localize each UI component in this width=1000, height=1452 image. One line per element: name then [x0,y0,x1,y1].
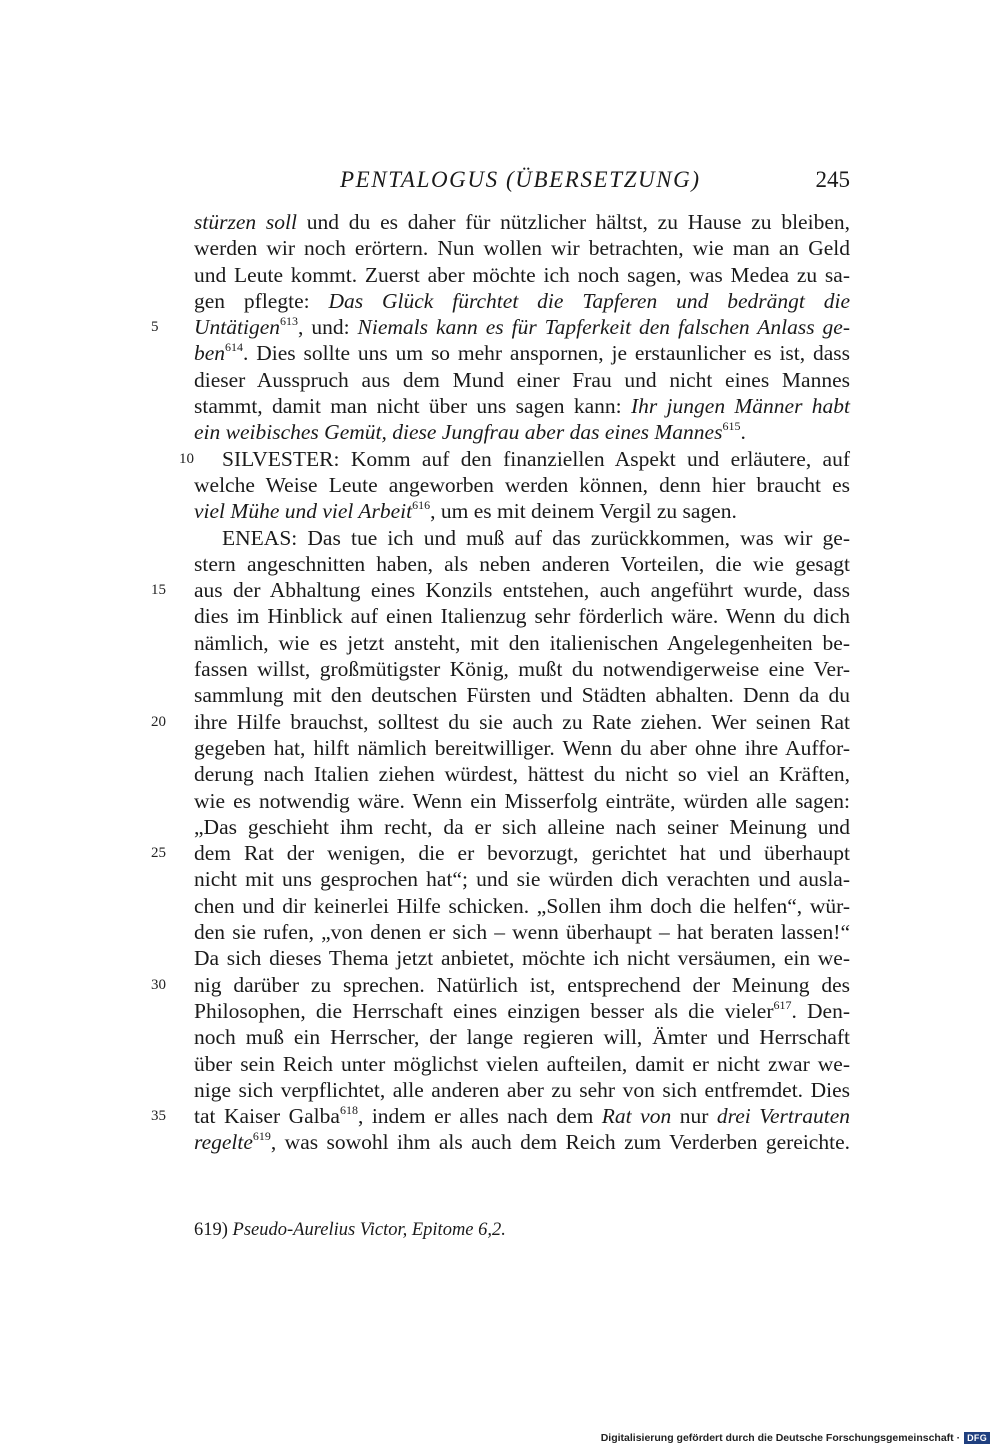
text-line [194,945,850,971]
text-line [194,630,850,656]
footnote-ref: 616 [412,498,431,513]
text-segment: aus der Abhaltung eines Konzils entstehen, auch angeführt wurde, dass [194,578,850,603]
text-segment: chen und dir keinerlei Hilfe schicken. „Sollen ihm doch die helfen“, wür- [194,893,850,918]
text-segment: gen pflegte: [194,288,329,313]
line-number: 15 [151,582,166,599]
text-segment: noch muß ein Herrscher, der lange regieren will, Ämter und Herrschaft [194,1025,850,1050]
line-number: 5 [151,319,159,336]
text-line [194,1024,850,1050]
text-segment: . Den- [791,998,850,1023]
page-number: 245 [815,167,850,192]
italic-text: viel Mühe und viel Arbeit [194,499,413,524]
text-line [194,735,850,761]
text-segment: über sein Reich unter möglichst vielen aufteilen, damit er nicht zwar we- [194,1051,850,1076]
line-number: 35 [151,1108,166,1125]
line-number: 10 [179,450,194,467]
text-line [194,866,850,892]
footnote-ref: 617 [773,997,792,1012]
italic-text: Untätigen [194,315,280,340]
text-segment: welche Weise Leute angeworben werden können, denn hier braucht es [194,472,850,497]
text-segment: derung nach Italien ziehen würdest, hättest du nicht so viel an Kräften, [194,762,850,787]
line-number: 30 [151,976,166,993]
text-segment: fassen willst, großmütigster König, mußt du notwendigerweise eine Ver- [194,657,850,682]
text-segment: sammlung mit den deutschen Fürsten und Städten abhalten. Denn da du [194,683,850,708]
text-line [194,551,850,577]
text-segment: , um es mit deinem Vergil zu sagen. [430,499,737,524]
text-line [151,840,850,866]
line-number: 25 [151,845,166,862]
text-line [194,340,850,366]
text-line [151,314,850,340]
text-line [151,1103,850,1129]
text-line [194,235,850,261]
italic-text: stürzen soll [194,210,297,234]
text-segment: werden wir noch erörtern. Nun wollen wir betrachten, wie man an Geld [194,236,850,261]
text-segment: ihre Hilfe brauchst, solltest du sie auch zu Rate ziehen. Wer seinen Rat [194,709,850,734]
text-line [194,1051,850,1077]
italic-text: regelte [194,1130,253,1155]
text-line [194,262,850,288]
text-segment: nämlich, wie es jetzt ansteht, mit den italienischen Angelegenheiten be- [194,630,850,655]
line-number: 20 [151,713,166,730]
body-text [151,209,851,1156]
text-line [179,446,850,472]
text-line [194,393,850,419]
text-segment: „Das geschieht ihm recht, da er sich alleine nach seiner Meinung und [194,814,850,839]
text-segment: und du es daher für nützlicher hältst, zu Hause zu bleiben, [296,210,850,234]
footnote-ref: 615 [722,419,741,434]
italic-text: ben [194,341,226,366]
text-segment: stammt, damit man nicht über uns sagen kann: [194,394,631,419]
text-segment: nig darüber zu sprechen. Natürlich ist, entsprechend der Meinung des [194,972,850,997]
text-segment: SILVESTER: Komm auf den finanziellen Aspekt und erläutere, auf [222,446,850,471]
text-line [151,972,850,998]
text-segment: Da sich dieses Thema jetzt anbietet, möchte ich nicht versäumen, ein we- [194,946,850,971]
text-line [194,498,850,524]
text-line [151,577,850,603]
footnote-ref: 614 [225,340,244,355]
text-line [194,288,850,314]
text-line [194,472,850,498]
text-segment: tat Kaiser Galba [194,1104,340,1129]
text-line [194,209,850,235]
text-segment: ENEAS: Das tue ich und muß auf das zurückkommen, was wir ge- [222,525,850,550]
text-segment: nicht mit uns gesprochen hat“; und sie würden dich verachten und ausla- [194,867,850,892]
footnote-number: 619) [194,1220,233,1240]
funding-text: Digitalisierung gefördert durch die Deutsche Forschungsgemeinschaft · [600,1432,961,1444]
footnote [194,1218,506,1242]
text-line [194,919,850,945]
text-segment: dem Rat der wenigen, die er bevorzugt, gerichtet hat und überhaupt [194,841,850,866]
text-segment: gegeben hat, hilft nämlich bereitwilliger. Wenn du aber ohne ihre Auffor- [194,735,850,760]
italic-text: Das Glück fürchtet die Tapferen und bedrängt die [328,288,850,313]
text-line [151,709,850,735]
page-title: PENTALOGUS (ÜBERSETZUNG) [340,167,701,192]
footnote-ref: 613 [280,314,298,329]
italic-text: ein weibisches Gemüt, diese Jungfrau aber das eines Mannes [194,420,723,445]
italic-text: Ihr jungen Männer habt [630,394,851,419]
text-segment: . Dies sollte uns um so mehr anspornen, je erstaunlicher es ist, dass [243,341,850,366]
footnote-ref: 618 [339,1103,358,1118]
text-segment: und Leute kommt. Zuerst aber möchte ich noch sagen, was Medea zu sa- [194,262,850,287]
text-segment: wie es notwendig wäre. Wenn ein Misserfolg einträte, würden alle sagen: [194,788,850,813]
text-line [194,893,850,919]
text-segment: den sie rufen, „von denen er sich – wenn überhaupt – hat beraten lassen!“ [194,920,850,945]
text-line [194,367,850,393]
dfg-logo-icon: DFG [964,1432,990,1444]
text-line [194,814,850,840]
text-segment: nur [671,1104,717,1129]
footnote-text: Pseudo-Aurelius Victor, Epitome 6,2. [232,1220,506,1240]
text-line [194,656,850,682]
funding-note [601,1432,990,1444]
text-line [194,525,850,551]
italic-text: Rat von [601,1104,672,1129]
text-line [194,1129,850,1155]
text-line [194,761,850,787]
text-segment: Philosophen, die Herrschaft eines einzigen besser als die vieler [194,998,774,1023]
text-segment: dies im Hinblick auf einen Italienzug sehr förderlich wäre. Wenn du dich [194,604,850,629]
text-segment: , was sowohl ihm als auch dem Reich zum Verderben gereichte. [270,1130,850,1155]
text-segment: dieser Ausspruch aus dem Mund einer Frau und nicht eines Mannes [194,367,850,392]
text-segment: . [740,420,746,445]
text-segment: stern angeschnitten haben, als neben anderen Vorteilen, die wie gesagt [194,551,850,576]
italic-text: Niemals kann es für Tapferkeit den falschen Anlass ge- [357,315,850,340]
text-line [194,788,850,814]
text-line [194,419,850,445]
text-segment: , und: [298,315,358,340]
footnote-ref: 619 [252,1129,271,1144]
italic-text: drei Vertrauten [716,1104,850,1129]
text-line [194,998,850,1024]
running-head [340,164,850,196]
text-line [194,1077,850,1103]
text-line [194,682,850,708]
text-segment: , indem er alles nach dem [357,1104,602,1129]
text-line [194,603,850,629]
text-segment: nige sich verpflichtet, alle anderen aber zu sehr von sich entfremdet. Dies [194,1077,850,1102]
